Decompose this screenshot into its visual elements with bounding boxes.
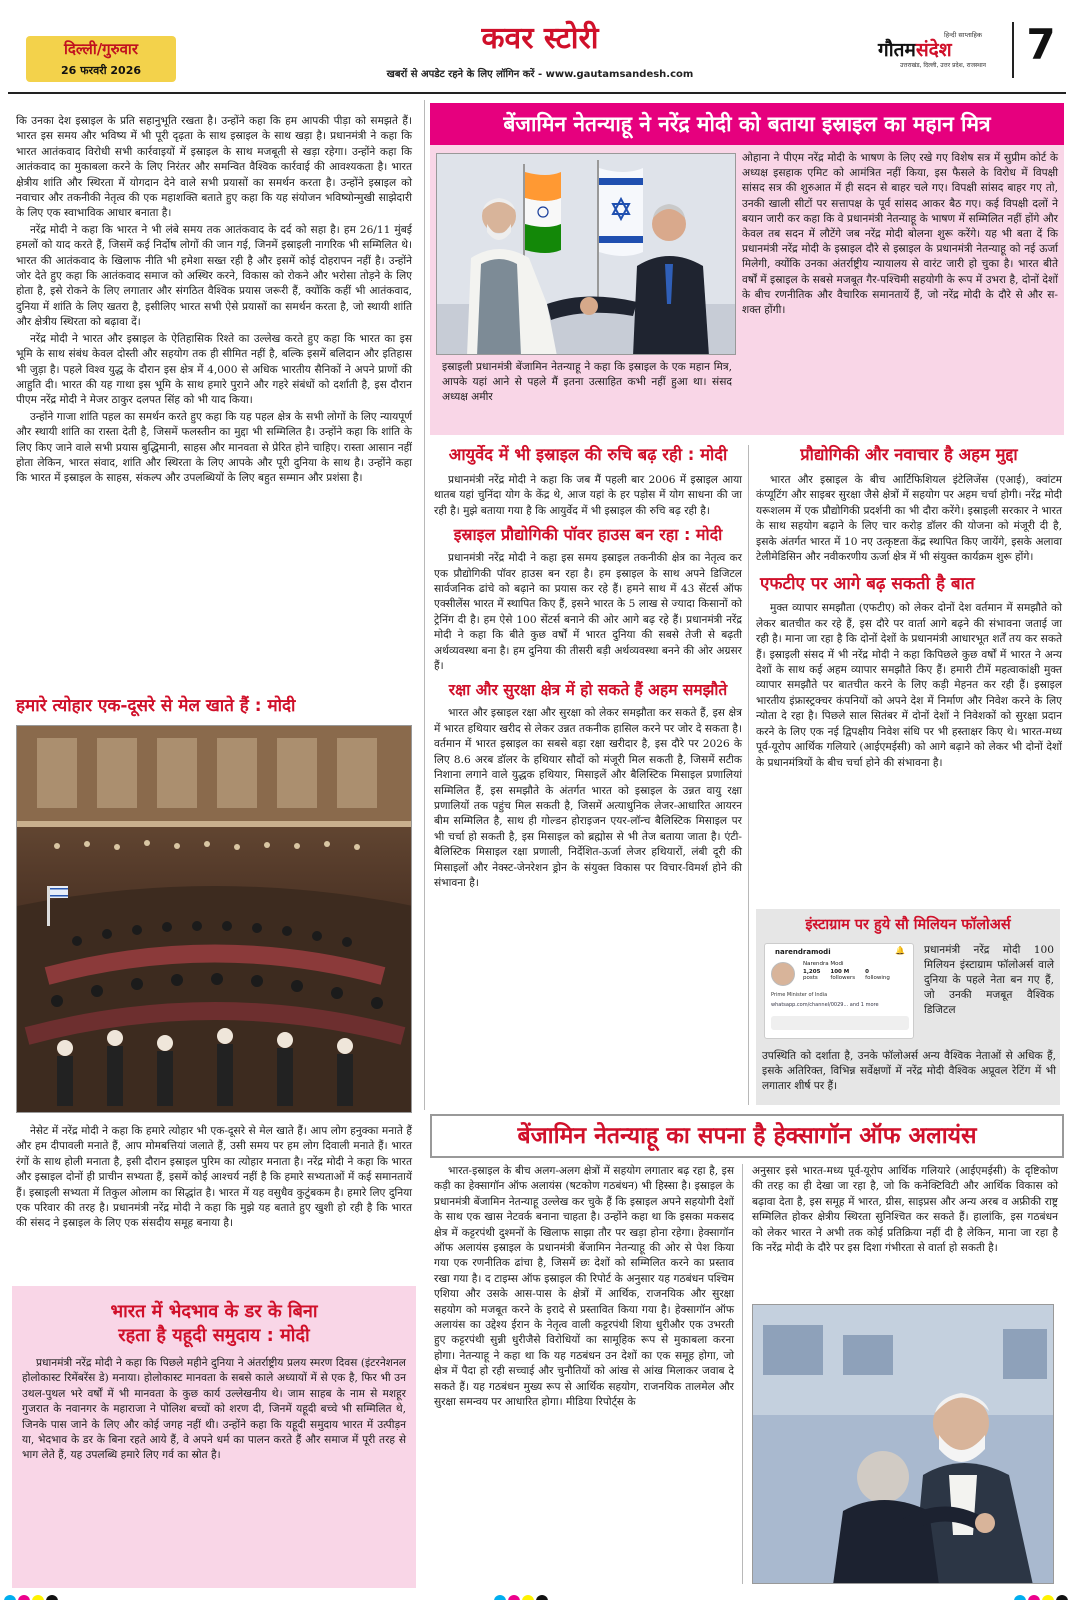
instagram-box	[756, 909, 1060, 1105]
insta-posts: 1,205 posts	[803, 969, 821, 981]
right-column	[756, 445, 1062, 1105]
instagram-side-paragraph: प्रधानमंत्री नरेंद्र मोदी 100 मिलियन इंस्टाग्राम फॉलोअर्स वाले दुनिया के पहले नेता बन गए हैं, जो उनकी मजबूत वैश्विक डिजिटल	[924, 944, 1054, 1016]
logo-name-b: संदेश	[915, 39, 952, 61]
main-story	[430, 103, 1064, 435]
knesset-photo	[16, 725, 412, 1113]
photo-caption: इस्राइली प्रधानमंत्री बेंजामिन नेतन्याहू ने कहा कि इस्राइल के एक महान मित्र, आपके यहां आने से पहले मैं इतना उत्साहित कभी नहीं हुआ था। संसद अध्यक्ष अमीर	[442, 361, 732, 403]
insta-avatar	[771, 962, 795, 986]
instagram-bottom-text	[762, 1049, 1056, 1095]
date-box	[26, 36, 176, 82]
festivals-heading: हमारे त्योहार एक-दूसरे से मेल खाते हैं : मोदी	[16, 696, 296, 716]
column-rule	[424, 100, 425, 1110]
cmyk-marks	[0, 1591, 1074, 1600]
hexagon-story	[430, 1114, 1064, 1590]
issue-date: 26 फरवरी 2026	[60, 64, 142, 77]
hexagon-heading: बेंजामिन नेतन्याहू का सपना है हेक्सागॉन ऑफ अलायंस	[517, 1123, 977, 1149]
main-banner	[430, 103, 1064, 145]
ayurveda-paragraph: प्रधानमंत्री नरेंद्र मोदी ने कहा कि जब मैं पहली बार 2006 में इस्राइल आया थातब यहां चुनिंदा योग के केंद्र थे, आज यहां के हर पड़ोस में योग साधना की जा रही है। मुझे बताया गया है कि आयुर्वेद में भी इस्राइल की रुचि बढ़ रही है।	[434, 474, 742, 517]
fta-heading: एफटीए पर आगे बढ़ सकती है बात	[760, 574, 975, 595]
logo-sub: उत्तराखंड, दिल्ली, उत्तर प्रदेश, राजस्थान	[900, 62, 986, 69]
jewish-heading-line1: भारत में भेदभाव के डर के बिना	[110, 1301, 318, 1322]
insta-bell-icon: 🔔	[895, 946, 905, 955]
hexagon-paragraph: भारत-इस्राइल के बीच अलग-अलग क्षेत्रों में सहयोग लगातार बढ़ रहा है, इस कड़ी का हेक्सागॉन ऑफ अलायंस (षटकोण गठबंधन) भी हिस्सा है। इस्राइल के प्रधानमंत्री बेंजामिन नेतन्याहू उल्लेख कर चुके हैं कि इस्राइल अपने सहयोगी देशों के साथ एक खास नेटवर्क बनाना चाहता है। उन्होंने कहा था कि इसका मकसद क्षेत्र में कट्टरपंथी दुश्मनों के खिलाफ साझा तौर पर खड़ा होना रहेगा। हेक्सागॉन ऑफ अलायंस इस्राइल के प्रधानमंत्री बेंजामिन नेतन्याहू की ओर से पेश किया गया एक रणनीतिक ढांचा है, जिसमें छः देशों को सम्मिलित करने का प्रस्ताव रखा गया है। द टाइम्स ऑफ इस्राइल की रिपोर्ट के अनुसार यह गठबंधन पश्चिम एशिया और उसके आस-पास के क्षेत्रों में आर्थिक, राजनयिक और सुरक्षा सहयोग को मजबूत करने के इरादे से प्रस्तावित किया गया है। हेक्सागॉन ऑफ अलायंस का उद्देश्य ईरान के नेतृत्व वाली कट्टरपंथी शिया धुरीऔर एक उभरती हुए कट्टरपंथी सुन्नी धुरीजैसे विरोधियों का सामूहिक रूप से मुकाबला करना होगा। नेतन्याहू ने कहा था कि यह गठबंधन उन देशों का एक समूह होगा, जो क्षेत्र में पैदा हो रही सच्चाई और चुनौतियों को आंख से आंख मिलाकर जवाब दे सकते हैं। यह गठबंधन मुख्य रूप से आर्थिक सहयोग, राजनयिक तालमेल और सुरक्षा समन्वय पर आधारित होगा। मीडिया रिपोर्ट्स के	[434, 1165, 734, 1409]
insta-link[interactable]: whatsapp.com/channel/0029... and 1 more	[771, 1002, 879, 1008]
handshake-photo	[436, 153, 736, 355]
instagram-side-text	[924, 943, 1054, 1019]
middle-column	[434, 445, 742, 1105]
intro-paragraph: नरेंद्र मोदी ने भारत और इस्राइल के ऐतिहासिक रिश्ते का उल्लेख करते हुए कहा कि भारत का इस भूमि के साथ संबंध केवल दोस्ती और सहयोग तक ही सीमित नहीं है, बल्कि इसमें बलिदान और इतिहास भी जुड़ा है। पहले विश्व युद्ध के दौरान इस क्षेत्र में 4,000 से अधिक भारतीय सैनिकों ने अपने प्राणों की आहुति दी। भारत की यह गाथा इस भूमि के साथ हमारे पुराने और गहरे संबंधों को दर्शाती है, इस दौरान पीएम नरेंद्र मोदी ने मेजर ठाकुर दलपत सिंह को भी याद किया।	[16, 332, 412, 407]
intro-paragraph: कि उनका देश इस्राइल के प्रति सहानुभूति रखता है। उन्होंने कहा कि हम आपकी पीड़ा को समझते हैं। भारत इस समय और भविष्य में भी पूरी दृढ़ता के साथ इस्राइल के साथ खड़ा है। प्रधानमंत्री ने कहा कि भारत आतंकवाद विरोधी सभी कार्रवाइयों में इस्राइल के साथ मजबूती से खड़ा रहेगा। उन्होंने कहा कि आतंकवाद का मुकाबला करने के लिए निरंतर और समन्वित वैश्विक कार्रवाई की आवश्यकता है। भारत क्षेत्रीय शांति और स्थिरता में योगदान देने वाले सभी प्रयासों का समर्थन करता है। उन्होंने इस्राइल को नवाचार और तकनीकी नेतृत्व की एक महाशक्ति बताते हुए कहा कि यह संयोजन भविष्योन्मुखी साझेदारी के लिए एक स्वाभाविक आधार बनाता है।	[16, 115, 412, 220]
festivals-text	[16, 1124, 412, 1233]
intro-paragraph: नरेंद्र मोदी ने कहा कि भारत ने भी लंबे समय तक आतंकवाद के दर्द को सहा है। हम 26/11 मुंबई हमलों को याद करते हैं, जिसमें कई निर्दोष लोगों की जान गई, जिनमें इस्राइली नागरिक भी सम्मिलित थे। भारत की आतंकवाद के खिलाफ नीति भी हमेशा सख्त रही है और इसमें कोई दोहरापन नहीं है। उन्होंने जोर देते हुए कहा कि आतंकवाद समाज को अस्थिर करने, विकास को रोकने और भरोसा तोड़ने के लिए होता है, इसे रोकने के लिए लगातार और संगठित वैश्विक प्रयास जरूरी हैं, क्योंकि कहीं भी आतंकवाद, दुनिया में शांति के लिए खतरा है, इसीलिए भारत सभी ऐसे प्रयासों का समर्थन करता है, जो स्थायी शांति और क्षेत्रीय स्थिरता को बढ़ावा दें।	[16, 223, 412, 329]
main-story-text	[742, 151, 1058, 319]
logo-name	[878, 39, 1008, 61]
hexagon-col2	[752, 1164, 1058, 1257]
embrace-photo	[752, 1304, 1054, 1584]
instagram-bottom-paragraph: उपस्थिति को दर्शाता है, उनके फॉलोअर्स अन्य वैश्विक नेताओं से अधिक हैं, इसके अतिरिक्त, विभिन्न सर्वेक्षणों में नरेंद्र मोदी वैश्विक अप्रूवल रेटिंग में भी लगातार शीर्ष पर हैं।	[762, 1050, 1056, 1092]
instagram-heading: इंस्टाग्राम पर हुये सौ मिलियन फॉलोअर्स	[805, 917, 1011, 933]
hexagon-heading-box	[430, 1114, 1064, 1158]
logo-divider	[1012, 22, 1014, 78]
ayurveda-text	[434, 473, 742, 519]
innovation-heading: प्रौद्योगिकी और नवाचार है अहम मुद्दा	[800, 445, 1018, 464]
innovation-text	[756, 473, 1062, 565]
fta-text	[756, 601, 1062, 770]
jewish-heading-line2: रहता है यहूदी समुदाय : मोदी	[118, 1325, 310, 1346]
intro-article	[16, 114, 412, 488]
instagram-card[interactable]	[764, 943, 914, 1039]
defence-text	[434, 706, 742, 891]
fta-paragraph: मुक्त व्यापार समझौता (एफटीए) को लेकर दोनों देश वर्तमान में समझौते को लेकर बातचीत कर रहे हैं, इस दौरे पर वार्ता आगे बढ़ने की संभावना जताई जा रही है। माना जा रहा है कि दोनों देशों के प्रधानमंत्री आधारभूत शर्तें तय कर सकते हैं। इस्राइली संसद में भी नरेंद्र मोदी ने कहा किपिछले कुछ वर्षों में भारत ने अन्य देशों के साथ कई अहम व्यापार समझौते किए हैं। हमारी टीमें महत्वाकांक्षी मुक्त व्यापार समझौते पर बातचीत करने के लिए कड़ी मेहनत कर रही हैं। इस्राइल भारतीय इंफ्रास्ट्रक्चर कंपनियों को अपने देश में निर्माण और निवेश करने के लिए न्योता दे रहा है। पिछले साल सितंबर में दोनों देशों ने निवेशकों को सुरक्षा प्रदान करने के लिए एक नई द्विपक्षीय निवेश संधि पर भी हस्ताक्षर किए थे। भारत-मध्य पूर्व-यूरोप आर्थिक गलियारे (आईएमईसी) को आगे बढ़ाने को लेकर भी दोनों देशों के प्रधानमंत्रियों के बीच चर्चा होने की संभावना है।	[756, 602, 1062, 769]
festivals-paragraph: नेसेट में नरेंद्र मोदी ने कहा कि हमारे त्योहार भी एक-दूसरे से मेल खाते हैं। आप लोग हनुक्का मनाते हैं और हम दीपावली मनाते हैं, आप मोमबत्तियां जलाते हैं, उसी समय पर हम लोग दिवाली मनाते हैं। भारत रंगों के साथ होली मनाता है, इसी दौरान इस्राइल पुरिम का त्योहार मनाता है। नरेंद्र मोदी ने कहा कि भारत और इस्राइल दोनों ही प्राचीन सभ्यता हैं, इसमें कोई आश्चर्य नहीं है कि हमारे सभ्यताओं में कई समानतायें हैं। इस्राइली सभ्यता में तिकुल ओलाम का सिद्धांत है। भारत में यह वसुधैव कुटुंबकम है। हमारे लिए दुनिया एक परिवार की तरह है। प्रधानमंत्री नरेंद्र मोदी ने कहा कि मुझे यह बताते हुए खुशी हो रही है कि भारत की संसद ने इस्राइल के लिए एक संसदीय समूह बनाया है।	[16, 1125, 412, 1230]
header-rule	[8, 92, 1066, 94]
hexagon-col1	[434, 1164, 734, 1412]
main-banner-title: बेंजामिन नेतन्याहू ने नरेंद्र मोदी को बताया इस्राइल का महान मित्र	[503, 112, 991, 136]
jewish-community-box	[12, 1286, 416, 1588]
masthead	[0, 0, 1074, 96]
left-column	[10, 100, 418, 1588]
column-rule	[742, 1164, 743, 1584]
insta-stats	[803, 969, 890, 981]
jewish-paragraph: प्रधानमंत्री नरेंद्र मोदी ने कहा कि पिछले महीने दुनिया ने अंतर्राष्ट्रीय प्रलय स्मरण दिवस (इंटरनेशनल होलोकास्ट रिमेंबरेंस डे) मनाया। होलोकास्ट मानवता के सबसे काले अध्यायों में से एक है, फिर भी उन उथल-पुथल भरे वर्षों में भी मानवता के कुछ कार्य उल्लेखनीय थे। जाम साहब के नाम से मशहूर गुजरात के नवानगर के महाराजा ने पोलिश बच्चों को शरण दी, जिनमें यहूदी बच्चे भी सम्मिलित थे, जिनके पास जाने के लिए और कोई जगह नहीं थी। उन्होंने कहा कि यहूदी समुदाय भारत में उत्पीड़न या, भेदभाव के डर के बिना रहते आये हैं, वे अपने धर्म का पालन करते हैं और समाज में पूरी तरह से भाग लेते हैं, यह उपलब्धि हमारे लिए गर्व का स्रोत है।	[22, 1357, 406, 1462]
column-rule	[748, 445, 749, 1105]
defence-paragraph: भारत और इस्राइल रक्षा और सुरक्षा को लेकर समझौता कर सकते हैं, इस क्षेत्र में भारत हथियार खरीद से लेकर उन्नत तकनीक हासिल करने पर जोर दे सकता है। वर्तमान में भारत इस्राइल का सबसे बड़ा रक्षा खरीदार है, इस दौरे पर 2026 के लिए 8.6 अरब डॉलर के हथियार सौदों को मंजूरी मिल सकती है, जिसमें सटीक निशाना लगाने वाले युद्धक हथियार, मिसाइलें और बैलिस्टिक मिसाइल प्रणालियां सम्मिलित हैं, इस समझौते के अंतर्गत भारत को इस्राइल के उन्नत वायु रक्षा प्रणालियों तक पहुंच मिल सकती है, जिसमें अत्याधुनिक लेजर-आधारित आयरन बीम सम्मिलित है, साथ ही गोल्डन होराइजन एयर-लॉन्च बैलिस्टिक मिसाइल पर भी चर्चा हो सकती है, इस मिसाइल को ब्रह्मोस से भी तेज बताया जाता है। एंटी-बैलिस्टिक मिसाइल रक्षा प्रणाली, निर्देशित-ऊर्जा लेजर हथियारों, लंबी दूरी की मिसाइलों और नेक्स्ट-जेनरेशन ड्रोन के संयुक्त विकास पर विचार-विमर्श होने की संभावना है।	[434, 707, 742, 889]
registration-marks	[0, 1588, 1074, 1600]
insta-follow-button[interactable]	[771, 1016, 909, 1030]
embrace-illustration	[753, 1305, 1054, 1584]
tagline[interactable]: खबरों से अपडेट रहने के लिए लॉगिन करें - www.gautamsandesh.com	[386, 69, 694, 80]
insta-handle: narendramodi	[775, 948, 831, 956]
city-day: दिल्ली/गुरुवार	[64, 40, 138, 58]
section-title: कवर स्टोरी	[481, 21, 599, 56]
insta-name: Narendra Modi	[803, 961, 844, 967]
insta-following: 0 following	[865, 969, 890, 981]
insta-bio: Prime Minister of India	[771, 992, 828, 998]
innovation-paragraph: भारत और इस्राइल के बीच आर्टिफिशियल इंटेलिजेंस (एआई), क्वांटम कंप्यूटिंग और साइबर सुरक्षा जैसे क्षेत्रों में सहयोग पर अहम चर्चा होगी। नरेंद्र मोदी यरूशलम में एक प्रौद्योगिकी प्रदर्शनी का भी दौरा करेंगे। इस्राइली सरकार ने भारत के साथ सहयोग बढ़ाने के लिए चार करोड़ डॉलर की योजना को मंजूरी दी है, इसके अंतर्गत भारत में 10 नए उत्कृष्टता केंद्र स्थापित किए जायेंगे, इसके अलावा टेलीमेडिसिन और नवीकरणीय ऊर्जा क्षेत्र में भी संयुक्त कार्यक्रम शुरू होंगे।	[756, 474, 1062, 564]
insta-followers: 100 M followers	[830, 969, 856, 981]
logo-small-text: हिन्दी साप्ताहिक	[944, 31, 982, 39]
knesset-illustration	[17, 726, 412, 1113]
hexagon-paragraph: अनुसार इसे भारत-मध्य पूर्व-यूरोप आर्थिक गलियारे (आईएमईसी) के दृष्टिकोण की तरह का ही देखा जा रहा है, जो कि कनेक्टिविटी और आर्थिक विकास को बढ़ावा देता है, इस समूह में भारत, ग्रीस, साइप्रस और अन्य अरब व अफ्रीकी राष्ट्र सम्मिलित होकर क्षेत्रीय स्थिरता सुनिश्चित कर सकते हैं। हालांकि, इस गठबंधन को लेकर भारत ने अभी तक कोई प्रतिक्रिया नहीं दी है लेकिन, माना जा रहा है कि नरेंद्र मोदी के दौरे पर इस दिशा गंभीरता से वार्ता हो सकती है।	[752, 1165, 1058, 1255]
handshake-illustration	[437, 154, 736, 355]
main-story-paragraph: ओहाना ने पीएम नरेंद्र मोदी के भाषण के लिए रखे गए विशेष सत्र में सुप्रीम कोर्ट के अध्यक्ष इसहाक एमिट को आमंत्रित नहीं किया, इस फैसले के विरोध में विपक्षी सांसद सत्र की शुरुआत में ही सदन से बाहर चले गए। विपक्षी सांसद बाहर गए तो, उनकी खाली सीटों पर सत्तापक्ष के पूर्व सांसद आकर बैठ गए। कई विपक्षी दलों ने बयान जारी कर कहा कि वे प्रधानमंत्री नेतन्याहू के भाषण में सम्मिलित नहीं होंगे और केवल तब सदन में लौटेंगे जब नरेंद्र मोदी बोलना शुरू करेंगे। यह भी बता दें कि प्रधानमंत्री नरेंद्र मोदी के इस्राइल दौरे से इस्राइल के प्रधानमंत्री नेतन्याहू को नई ऊर्जा मिलेगी, क्योंकि उनका अंतर्राष्ट्रीय न्यायालय से वारंट जारी हो चुका है। भारत बीते वर्षों में इस्राइल के सबसे मजबूत गैर-पश्चिमी सहयोगी के रूप में उभरा है, दोनों देशों के बीच रणनीतिक और वैचारिक समानतायें हैं, जो नरेंद्र मोदी के दौरे से और स-शक्त होंगी।	[742, 152, 1058, 317]
page-number: 7	[1026, 20, 1056, 69]
intro-paragraph: उन्होंने गाजा शांति पहल का समर्थन करते हुए कहा कि यह पहल क्षेत्र के सभी लोगों के लिए न्यायपूर्ण और स्थायी शांति का रास्ता देती है, जिसमें फलस्तीन का मुद्दा भी सम्मिलित है। उन्होंने कहा कि शांति के लिए किए जाने वाले सभी प्रयास बुद्धिमानी, साहस और मानवता से प्रेरित होने चाहिए। रास्ता आसान नहीं होता लेकिन, भारत संवाद, शांति और स्थिरता के लिए आपके और पूरी दुनिया के साथ है। उन्होंने कहा कि भारत में इस्राइल के साहस, संकल्प और उपलब्धियों के लिए बहुत सम्मान और प्रशंसा है।	[16, 410, 412, 485]
logo-name-a: गौतम	[878, 39, 916, 61]
tech-text	[434, 551, 742, 674]
defence-heading: रक्षा और सुरक्षा क्षेत्र में हो सकते हैं अहम समझौते	[448, 681, 728, 700]
tech-heading: इस्राइल प्रौद्योगिकी पॉवर हाउस बन रहा : मोदी	[453, 525, 723, 545]
jewish-heading	[12, 1286, 416, 1348]
jewish-text	[12, 1348, 416, 1464]
logo	[878, 30, 1008, 82]
tech-paragraph: प्रधानमंत्री नरेंद्र मोदी ने कहा इस समय इस्राइल तकनीकी क्षेत्र का नेतृत्व कर एक प्रौद्योगिकी पॉवर हाउस बन रहा है। हम इस्राइल के साथ अपने डिजिटल सार्वजनिक ढांचे को बढ़ाने का प्रयास कर रहे हैं। हमने साथ में 43 सेंटर्स ऑफ एक्सीलेंस भारत में स्थापित किए हैं, इसने भारत के 5 लाख से ज्यादा किसानों को ट्रेनिंग दी है। हम ऐसे 100 सेंटर्स बनाने की ओर आगे बढ़ रहे हैं। प्रधानमंत्री नरेंद्र मोदी ने कहा कि बीते कुछ वर्षों में भारत दुनिया की सबसे तेजी से बढ़ती अर्थव्यवस्था बना है। हम दुनिया की तीसरी बड़ी अर्थव्यवस्था बनने की ओर अग्रसर हैं।	[434, 552, 742, 673]
ayurveda-heading: आयुर्वेद में भी इस्राइल की रुचि बढ़ रही : मोदी	[448, 445, 728, 464]
